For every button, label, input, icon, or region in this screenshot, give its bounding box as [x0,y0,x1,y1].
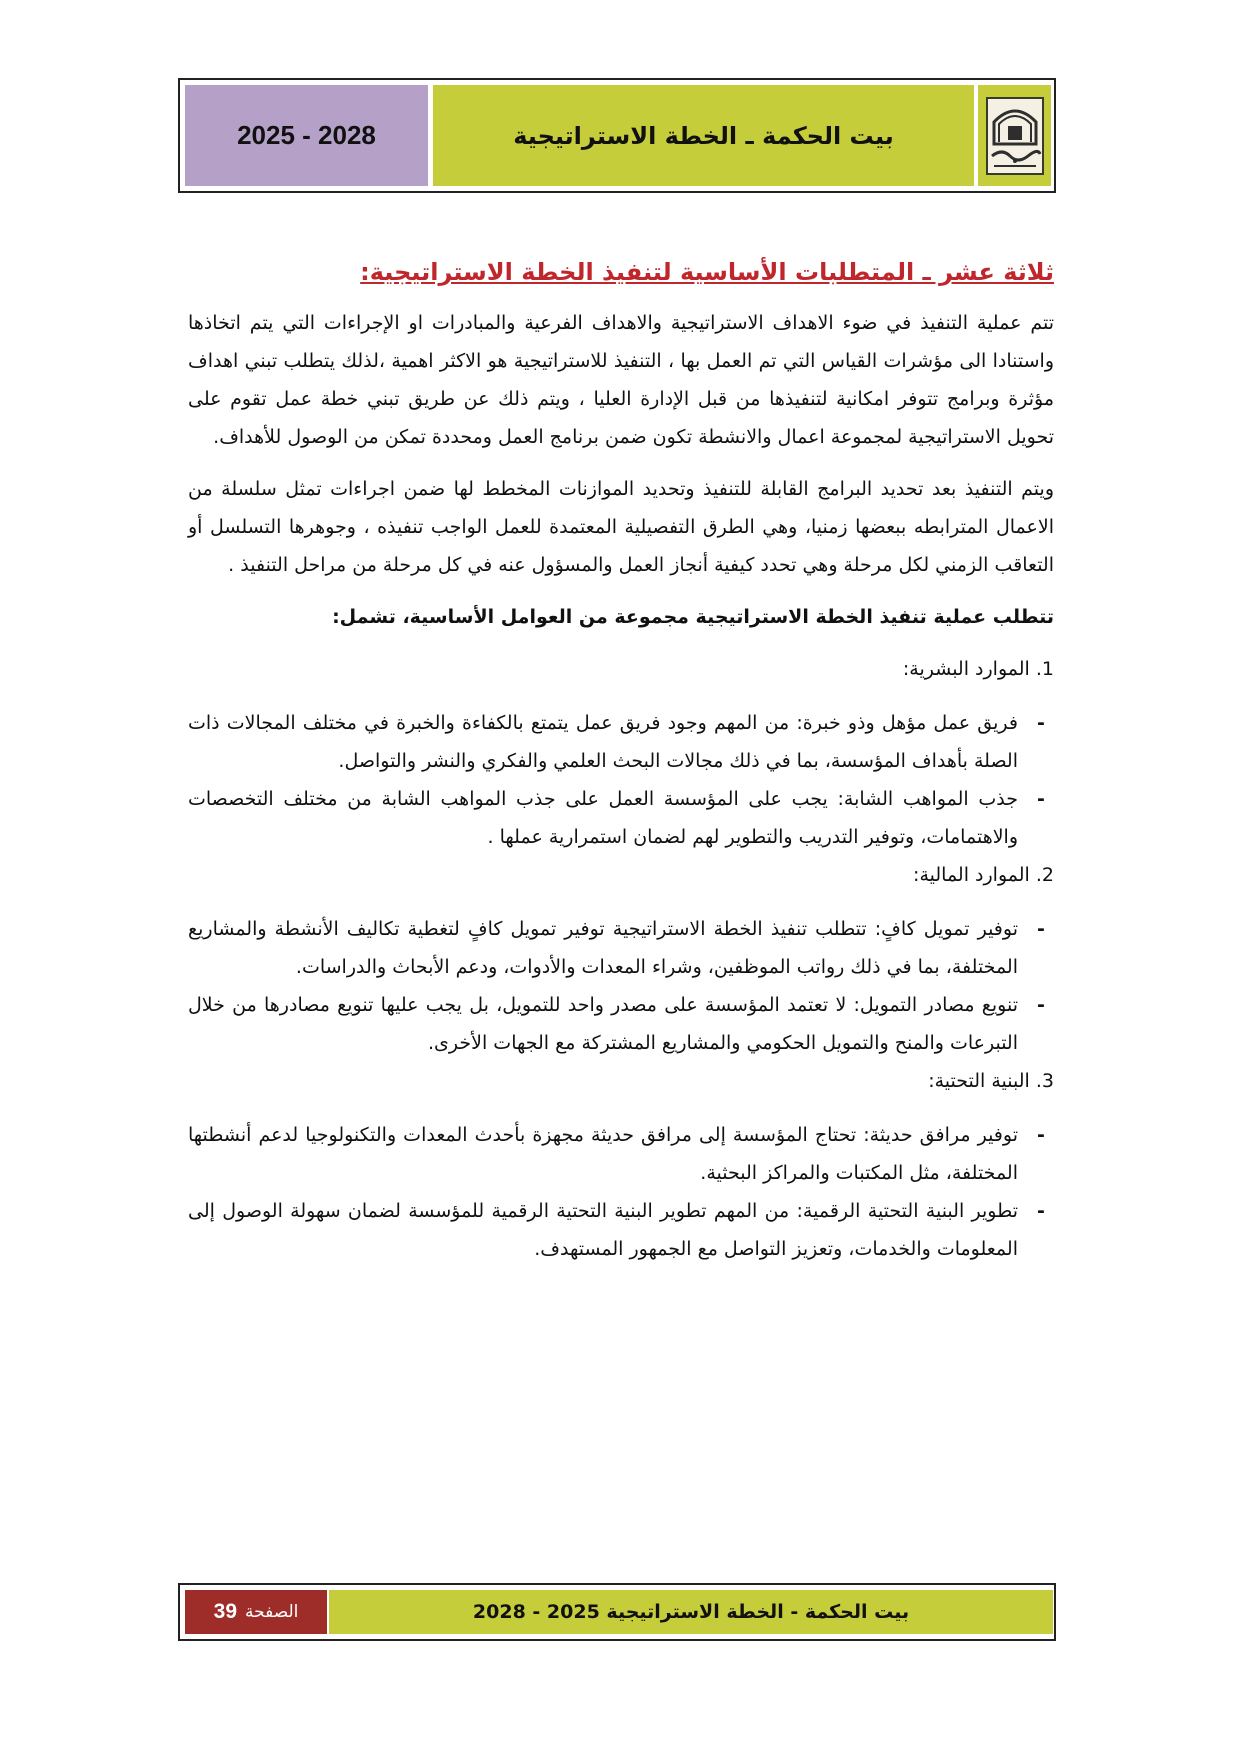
dash-icon: - [1037,1200,1045,1222]
logo-icon [978,85,1051,186]
group-list-human-resources [188,704,1054,856]
list-item-text: جذب المواهب الشابة: يجب على المؤسسة العمل على جذب المواهب الشابة من مختلف التخصصات والاهتمامات، وتوفير التدريب والتطوير لهم لضمان استمرارية عملها . [188,788,1018,848]
paragraph-1: تتم عملية التنفيذ في ضوء الاهداف الاستراتيجية والاهداف الفرعية والمبادرات او الإجراءات التي يتم اتخاذها واستنادا الى مؤشرات القياس التي تم العمل بها ، التنفيذ للاستراتيجية هو الاكثر اهمية ،لذلك يتطلب تبني اهداف مؤثرة وبرامج تتوفر امكانية لتنفيذها من قبل الإدارة العليا ، ويتم ذلك عن طريق تبني خطة عمل تقوم على تحويل الاستراتيجية لمجموعة اعمال والانشطة تكون ضمن برنامج العمل ومحددة تمكن من الوصول للأهداف. [188,312,1054,448]
dash-icon: - [1037,1124,1045,1146]
header-title-box [433,85,974,186]
group-list-financial-resources [188,910,1054,1062]
page-footer [178,1583,1056,1641]
list-item [188,1192,1054,1268]
list-item-text: تطوير البنية التحتية الرقمية: من المهم تطوير البنية التحتية الرقمية للمؤسسة لضمان سهولة الوصول إلى المعلومات والخدمات، وتعزيز التواصل مع الجمهور المستهدف. [188,1200,1018,1260]
list-item [188,704,1054,780]
section-heading: ثلاثة عشر ـ المتطلبات الأساسية لتنفيذ الخطة الاستراتيجية: [360,258,1054,286]
group-heading-human-resources: 1. الموارد البشرية: [902,658,1054,680]
list-item [188,1116,1054,1192]
list-item-text: توفير تمويل كافٍ: تتطلب تنفيذ الخطة الاستراتيجية توفير تمويل كافٍ لتغطية تكاليف الأنشطة والمشاريع المختلفة، بما في ذلك رواتب الموظفين، وشراء المعدات والأدوات، ودعم الأبحاث والدراسات. [188,918,1018,978]
dash-icon: - [1037,918,1045,940]
list-item [188,780,1054,856]
list-item-text: تنويع مصادر التمويل: لا تعتمد المؤسسة على مصدر واحد للتمويل، بل يجب عليها تنويع مصادرها من خلال التبرعات والمنح والتمويل الحكومي والمشاريع المشتركة مع الجهات الأخرى. [188,994,1018,1054]
list-item-text: فريق عمل مؤهل وذو خبرة: من المهم وجود فريق عمل يتمتع بالكفاءة والخبرة في مختلف المجالات ذات الصلة بأهداف المؤسسة، بما في ذلك مجالات البحث العلمي والفكري والنشر والتواصل. [188,712,1018,772]
dash-icon: - [1037,788,1045,810]
dash-icon: - [1037,712,1045,734]
logo-emblem-icon [984,94,1046,178]
list-item [188,986,1054,1062]
footer-title: بيت الحكمة - الخطة الاستراتيجية 2025 - 2028 [472,1601,910,1623]
group-heading-infrastructure: 3. البنية التحتية: [928,1070,1054,1092]
page-number: 39 [213,1600,238,1623]
group-list-infrastructure [188,1116,1054,1268]
header-title: بيت الحكمة ـ الخطة الاستراتيجية [513,121,894,150]
paragraph-2: ويتم التنفيذ بعد تحديد البرامج القابلة للتنفيذ وتحديد الموازنات المخطط لها ضمن اجراءات تمثل سلسلة من الاعمال المترابطه ببعضها زمنيا، وهي الطرق التفصيلية المعتمدة للعمل الواجب تنفيذه ، وجوهرها التسلسل أو التعاقب الزمني لكل مرحلة وهي تحدد كيفية أنجاز العمل والمسؤول عنه في كل مرحلة من مراحل التنفيذ . [188,478,1054,576]
dash-icon: - [1037,994,1045,1016]
page-content [188,252,1054,1268]
requirements-intro: تتطلب عملية تنفيذ الخطة الاستراتيجية مجموعة من العوامل الأساسية، تشمل: [332,606,1054,628]
page-header [178,78,1056,193]
group-heading-financial-resources: 2. الموارد المالية: [913,864,1054,886]
header-years-text: 2025 - 2028 [237,120,376,150]
page-number-box [185,1590,327,1634]
page-label: الصفحة [245,1602,299,1622]
footer-title-box [329,1590,1053,1634]
header-years [185,85,428,186]
list-item-text: توفير مرافق حديثة: تحتاج المؤسسة إلى مرافق حديثة مجهزة بأحدث المعدات والتكنولوجيا لدعم أنشطتها المختلفة، مثل المكتبات والمراكز البحثية. [188,1124,1018,1184]
list-item [188,910,1054,986]
